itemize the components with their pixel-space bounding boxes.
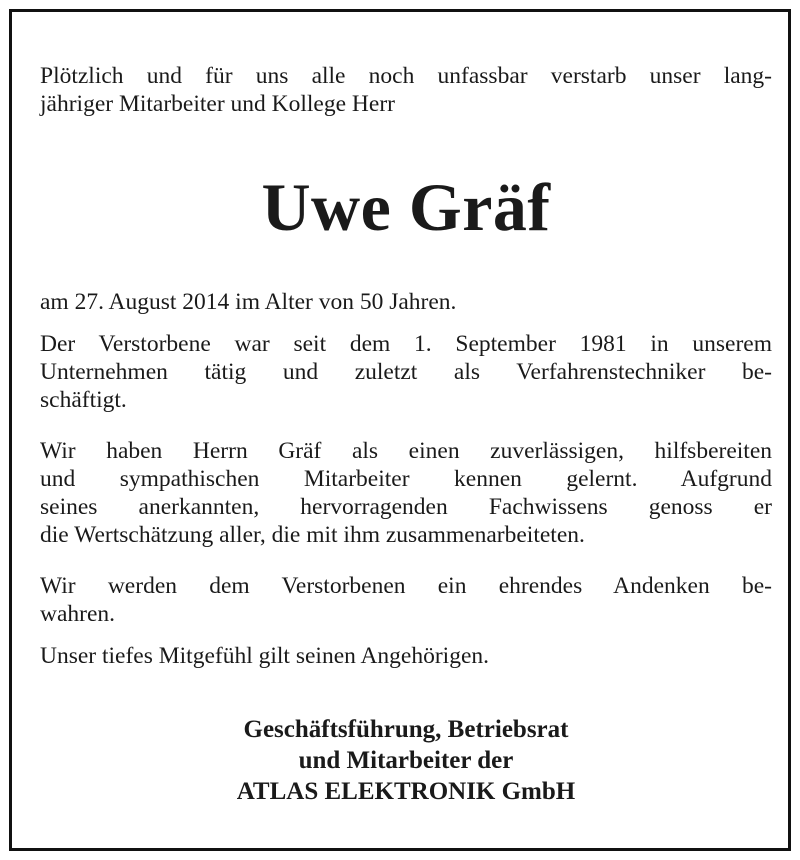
praise-line-3: seines anerkannten, hervorragenden Fachwissens genoss er [40,494,772,520]
signature-line-3: ATLAS ELEKTRONIK GmbH [236,778,576,805]
remember-line-1: Wir werden dem Verstorbenen ein ehrendes Andenken be- [40,573,772,599]
praise-line-2: und sympathischen Mitarbeiter kennen gelernt. Aufgrund [40,466,772,492]
remember-line-2: wahren. [40,601,116,627]
signature-block [40,714,772,807]
signature-line-1: Geschäftsführung, Betriebsrat [243,716,569,743]
signature-line-2: und Mitarbeiter der [298,747,514,774]
praise-paragraph [40,437,772,549]
sympathy-paragraph [40,642,772,670]
remember-paragraph [40,572,772,628]
career-line-3: schäftigt. [40,387,127,413]
date-line: am 27. August 2014 im Alter von 50 Jahren. [40,289,457,315]
career-line-2: Unternehmen tätig und zuletzt als Verfahrenstechniker be- [40,359,772,385]
intro-line-2: jähriger Mitarbeiter und Kollege Herr [40,91,395,117]
intro-paragraph [40,62,772,118]
career-line-1: Der Verstorbene war seit dem 1. September 1981 in unserem [40,331,772,357]
sympathy-line: Unser tiefes Mitgefühl gilt seinen Angehörigen. [40,643,490,669]
obituary-content [40,62,772,805]
deceased-name: Uwe Gräf [261,169,551,245]
intro-line-1: Plötzlich und für uns alle noch unfassbar verstarb unser lang- [40,63,772,89]
date-paragraph [40,288,772,316]
obituary-frame [9,9,791,851]
career-paragraph [40,330,772,414]
praise-line-1: Wir haben Herrn Gräf als einen zuverlässigen, hilfsbereiten [40,438,772,464]
praise-line-4: die Wertschätzung aller, die mit ihm zusammenarbeiteten. [40,522,585,548]
